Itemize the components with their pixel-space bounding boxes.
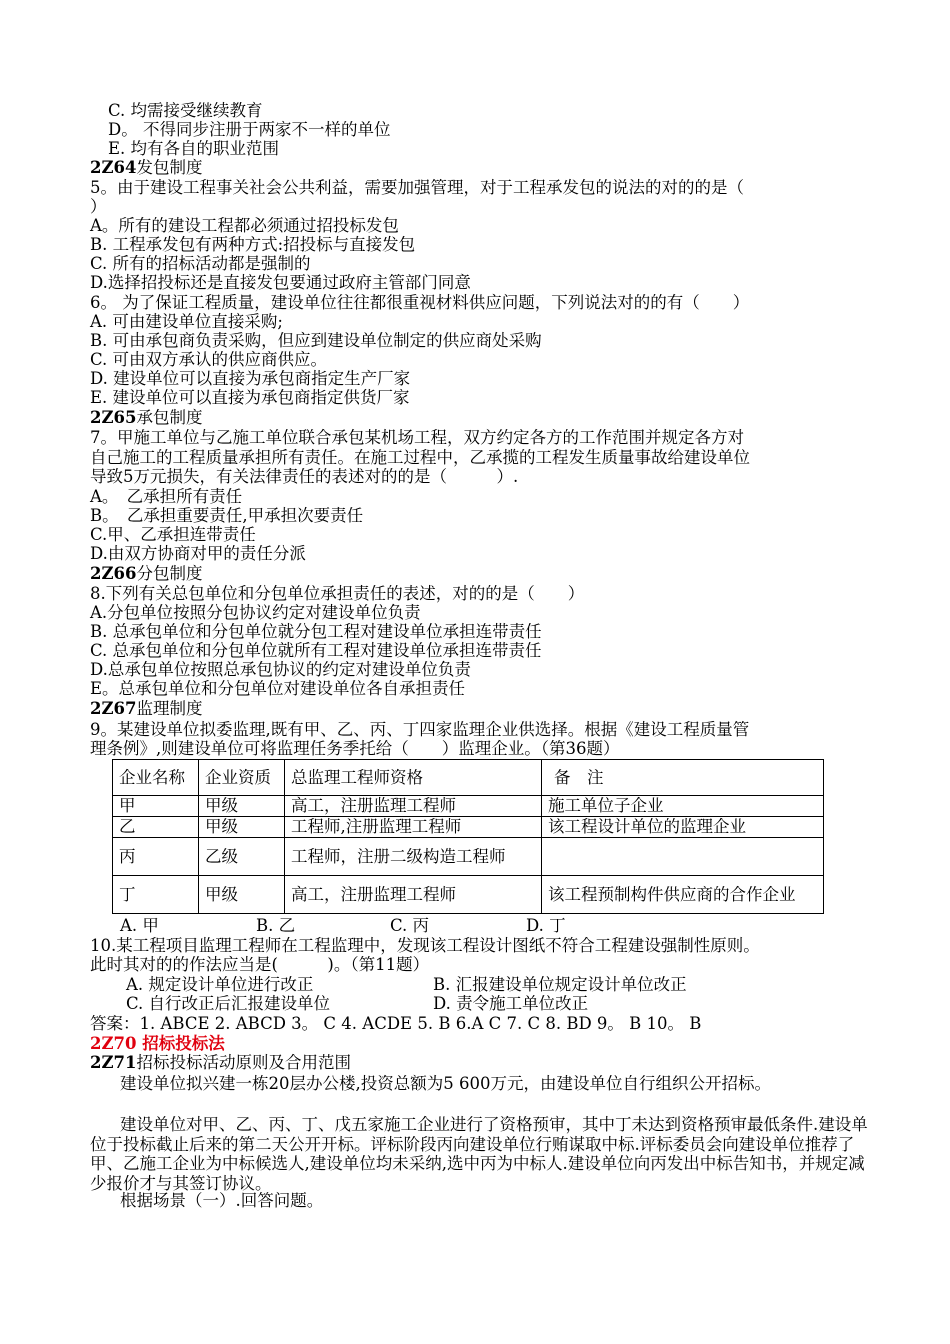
q6-option-a: A. 可由建设单位直接采购; <box>90 312 283 331</box>
q8-stem: 8.下列有关总包单位和分包单位承担责任的表述，对的的是（ ） <box>90 584 585 603</box>
section-code: 2Z64 <box>90 158 137 177</box>
answer-key: 答案：1. ABCE 2. ABCD 3。 C 4. ACDE 5. B 6.A C 7. C 8. BD 9。 B 10。 B <box>90 1014 702 1033</box>
table-header-cell: 企业名称 <box>113 760 199 796</box>
section-2z65-heading <box>90 408 870 427</box>
section-title: 分包制度 <box>136 564 203 583</box>
table-cell: 工程师，注册二级构造工程师 <box>285 838 542 876</box>
table-cell: 该工程预制构件供应商的合作企业 <box>542 876 824 914</box>
table-header-cell: 企业资质 <box>199 760 285 796</box>
table-cell: 丁 <box>113 876 199 914</box>
table-row <box>113 796 824 817</box>
section-2z71-heading <box>90 1053 870 1072</box>
q8-option-e: E。总承包单位和分包单位对建设单位各自承担责任 <box>90 679 466 698</box>
q6-option-b: B. 可由承包商负责采购，但应到建设单位制定的供应商处采购 <box>90 331 542 350</box>
scenario-paragraph-2: 建设单位对甲、乙、丙、丁、戊五家施工企业进行了资格预审，其中丁未达到资格预审最低条件.建设单位于投标截止后来的第二天公开开标。评标阶段丙向建设单位行贿谋取中标.评标委员会向建设单位推荐了甲、乙施工企业为中标候选人,建设单位均未采纳,选中丙为中标人.建设单位向丙发出中标告知书，并规定减少报价才与其签订协议。 <box>90 1115 868 1193</box>
q4-option-d: D。 不得同步注册于两家不一样的单位 <box>108 120 391 139</box>
section-2z64-heading <box>90 158 870 177</box>
table-row <box>113 817 824 838</box>
table-cell: 甲级 <box>199 876 285 914</box>
q5-option-d: D.选择招投标还是直接发包要通过政府主管部门同意 <box>90 273 471 292</box>
q9-options <box>120 916 566 935</box>
q7-stem-line1: 7。甲施工单位与乙施工单位联合承包某机场工程，双方约定各方的工作范围并规定各方对 <box>90 428 744 447</box>
q7-stem-line2: 自己施工的工程质量承担所有责任。在施工过程中，乙承揽的工程发生质量事故给建设单位 <box>90 448 750 467</box>
q8-option-b: B. 总承包单位和分包单位就分包工程对建设单位承担连带责任 <box>90 622 542 641</box>
table-cell: 乙级 <box>199 838 285 876</box>
q6-option-e: E. 建设单位可以直接为承包商指定供货厂家 <box>90 388 410 407</box>
scenario-paragraph-3: 根据场景（一）.回答问题。 <box>120 1191 324 1210</box>
q5-stem-line1: 5。由于建设工程事关社会公共利益，需要加强管理，对于工程承发包的说法的对的的是（ <box>90 178 744 197</box>
supervisor-table <box>112 759 824 914</box>
table-header-row <box>113 760 824 796</box>
table-cell: 甲级 <box>199 796 285 817</box>
q10-option-c: C. 自行改正后汇报建设单位 <box>126 994 331 1013</box>
section-title: 承包制度 <box>136 408 203 427</box>
q10-options-row2 <box>126 994 906 1013</box>
q7-option-d: D.由双方协商对甲的责任分派 <box>90 544 306 563</box>
q10-option-a: A. 规定设计单位进行改正 <box>126 975 314 994</box>
q6-stem: 6。 为了保证工程质量，建设单位往往都很重视材料供应问题，下列说法对的的有（ ） <box>90 293 750 312</box>
section-2z70-heading: 2Z70 招标投标法 <box>90 1034 225 1053</box>
table-cell: 施工单位子企业 <box>542 796 824 817</box>
q10-option-b: B. 汇报建设单位规定设计单位改正 <box>433 975 687 994</box>
q7-option-c: C.甲、乙承担连带责任 <box>90 525 256 544</box>
q10-option-d: D. 责令施工单位改正 <box>433 994 589 1013</box>
q9-option-a: A. 甲 <box>120 916 159 935</box>
q9-stem-line2: 理条例》,则建设单位可将监理任务季托给（ ）监理企业。（第36题） <box>90 739 620 758</box>
table-cell: 工程师,注册监理工程师 <box>285 817 542 838</box>
q4-option-c: C. 均需接受继续教育 <box>108 101 263 120</box>
table-row <box>113 838 824 876</box>
table-cell <box>542 838 824 876</box>
q5-option-b: B. 工程承发包有两种方式:招投标与直接发包 <box>90 235 416 254</box>
q8-option-d: D.总承包单位按照总承包协议的约定对建设单位负责 <box>90 660 471 679</box>
q6-option-c: C. 可由双方承认的供应商供应。 <box>90 350 328 369</box>
table-row <box>113 876 824 914</box>
q10-stem-line2: 此时其对的的作法应当是( )。（第11题） <box>90 955 430 974</box>
section-code: 2Z71 <box>90 1053 137 1072</box>
table-cell: 甲级 <box>199 817 285 838</box>
section-title: 监理制度 <box>136 699 203 718</box>
table-cell: 高工，注册监理工程师 <box>285 876 542 914</box>
q5-stem-line2: ） <box>90 197 107 216</box>
q10-stem-line1: 10.某工程项目监理工程师在工程监理中，发现该工程设计图纸不符合工程建设强制性原则。 <box>90 936 760 955</box>
q10-options-row1 <box>126 975 906 994</box>
table-cell: 乙 <box>113 817 199 838</box>
q9-option-c: C. 丙 <box>390 916 430 935</box>
q4-option-e: E. 均有各自的职业范围 <box>108 139 280 158</box>
q9-option-d: D. 丁 <box>526 916 566 935</box>
q7-option-b: B。 乙承担重要责任,甲承担次要责任 <box>90 506 364 525</box>
section-code: 2Z66 <box>90 564 137 583</box>
scenario-paragraph-1: 建设单位拟兴建一栋20层办公楼,投资总额为5 600万元，由建设单位自行组织公开招标。 <box>120 1074 771 1093</box>
section-code: 2Z67 <box>90 699 137 718</box>
section-title: 发包制度 <box>136 158 203 177</box>
q7-stem-line3: 导致5万元损失，有关法律责任的表述对的的是（ ）. <box>90 467 519 486</box>
section-2z66-heading <box>90 564 870 583</box>
table-cell: 该工程设计单位的监理企业 <box>542 817 824 838</box>
q9-option-b: B. 乙 <box>256 916 296 935</box>
table-cell: 丙 <box>113 838 199 876</box>
q7-option-a: A。 乙承担所有责任 <box>90 487 243 506</box>
section-code: 2Z65 <box>90 408 137 427</box>
table-cell: 高工，注册监理工程师 <box>285 796 542 817</box>
table-cell: 甲 <box>113 796 199 817</box>
section-title: 招标投标活动原则及合用范围 <box>136 1053 351 1072</box>
q5-option-c: C. 所有的招标活动都是强制的 <box>90 254 311 273</box>
q5-option-a: A。所有的建设工程都必须通过招投标发包 <box>90 216 399 235</box>
table-header-cell: 备 注 <box>542 760 824 796</box>
q8-option-a: A.分包单位按照分包协议约定对建设单位负责 <box>90 603 421 622</box>
q9-stem-line1: 9。某建设单位拟委监理,既有甲、乙、丙、丁四家监理企业供选择。根据《建设工程质量管 <box>90 720 750 739</box>
section-2z67-heading <box>90 699 870 718</box>
q6-option-d: D. 建设单位可以直接为承包商指定生产厂家 <box>90 369 411 388</box>
table-header-cell: 总监理工程师资格 <box>285 760 542 796</box>
q8-option-c: C. 总承包单位和分包单位就所有工程对建设单位承担连带责任 <box>90 641 542 660</box>
